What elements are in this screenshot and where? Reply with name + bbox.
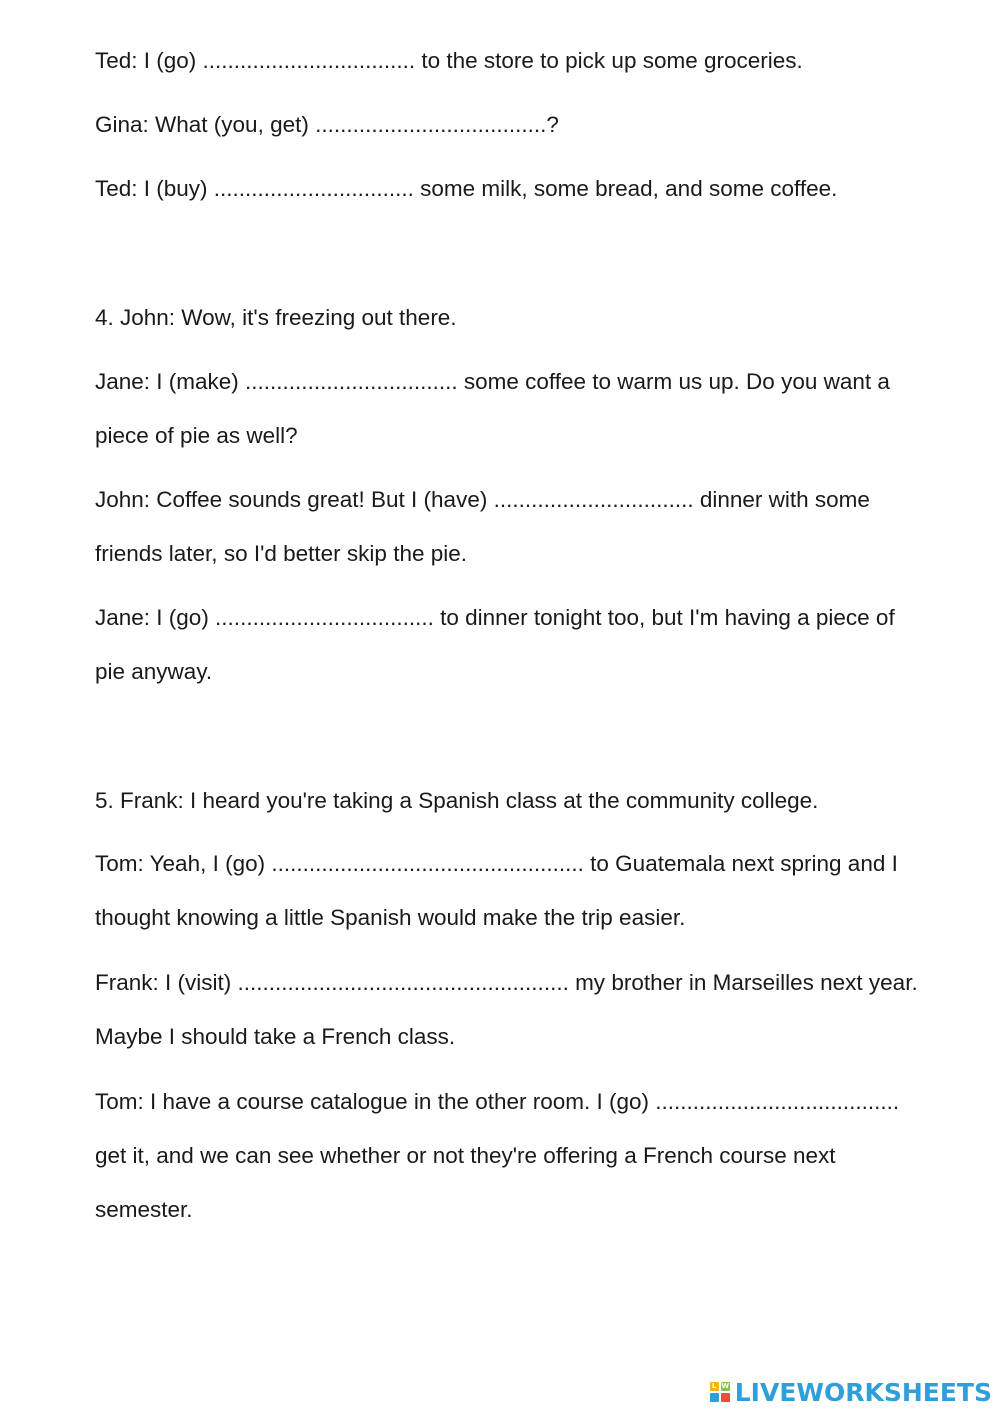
dialogue-line: Frank: I (visit) ..................................................... my brother in Marseilles next year. [95, 970, 918, 995]
dialogue-line: Gina: What (you, get) .....................................? [95, 112, 559, 137]
dialogue-line: John: Coffee sounds great! But I (have) ................................ dinner with some [95, 487, 870, 512]
logo-square [721, 1393, 730, 1402]
dialogue-line: Jane: I (go) ................................... to dinner tonight too, but I'm having a piece of [95, 605, 895, 630]
dialogue-line: pie anyway. [95, 659, 213, 684]
dialogue-line: Jane: I (make) .................................. some coffee to warm us up. Do you want a [95, 369, 890, 394]
logo-letter: L [710, 1382, 719, 1391]
dialogue-line: Tom: I have a course catalogue in the other room. I (go) ....................................... [95, 1089, 900, 1114]
dialogue-line: Ted: I (buy) ................................ some milk, some bread, and some coffee. [95, 176, 838, 201]
logo-letter: W [721, 1382, 730, 1390]
dialogue-line: Ted: I (go) .................................. to the store to pick up some groceries. [95, 48, 803, 73]
dialogue-line: thought knowing a little Spanish would make the trip easier. [95, 905, 686, 930]
dialogue-line: friends later, so I'd better skip the pie. [95, 541, 467, 566]
exercise-5-heading: 5. Frank: I heard you're taking a Spanish class at the community college. [95, 788, 819, 813]
dialogue-line: Tom: Yeah, I (go) .................................................. to Guatemala next spring and I [95, 851, 898, 876]
dialogue-line: Maybe I should take a French class. [95, 1024, 456, 1049]
dialogue-line: get it, and we can see whether or not they're offering a French course next [95, 1143, 836, 1168]
liveworksheets-logo[interactable] [710, 1377, 992, 1407]
logo-grid-icon [710, 1382, 730, 1402]
dialogue-line: semester. [95, 1197, 193, 1222]
logo-square [710, 1393, 719, 1402]
dialogue-line: piece of pie as well? [95, 423, 298, 448]
brand-name: LIVEWORKSHEETS [734, 1377, 992, 1407]
exercise-4-heading: 4. John: Wow, it's freezing out there. [95, 305, 457, 330]
